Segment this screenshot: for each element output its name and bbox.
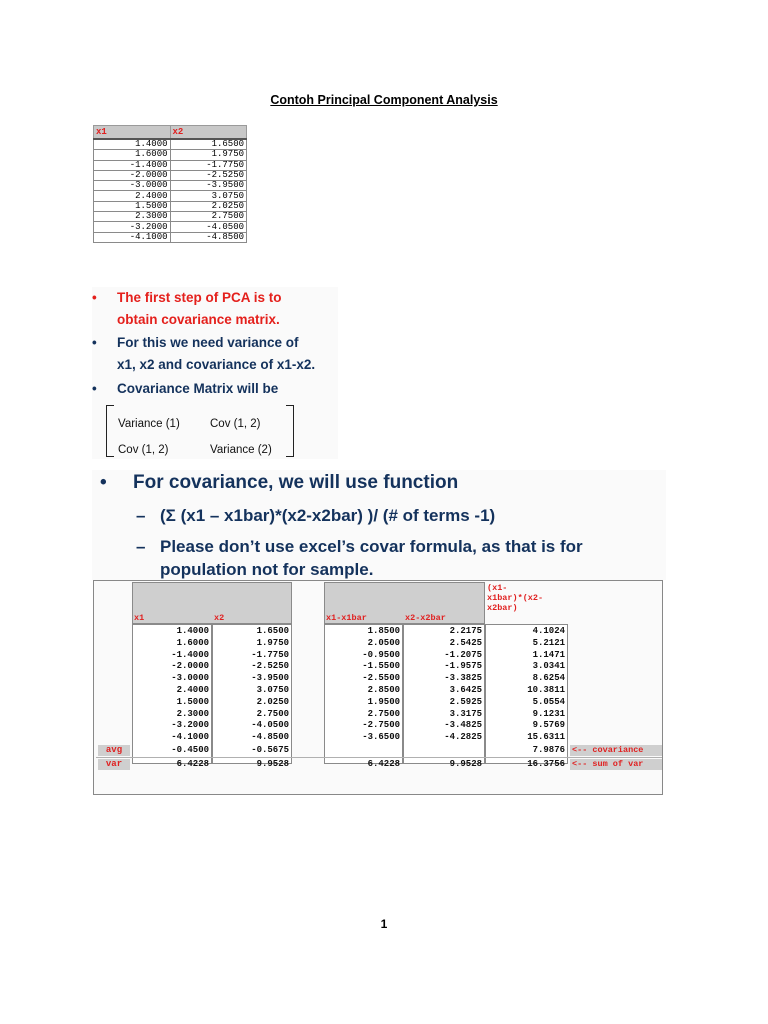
table-cell: -0.9500 [362, 649, 400, 660]
var-d1: 6.4228 [367, 759, 400, 769]
cell-x2: 2.7500 [170, 212, 247, 222]
table-cell: 1.4000 [176, 626, 209, 636]
table-cell: 1.9500 [367, 696, 400, 707]
table-row [94, 232, 247, 242]
cell-x1: -2.0000 [94, 170, 171, 180]
table-cell: 2.4000 [176, 685, 209, 695]
bullet-line: Covariance Matrix will be [117, 381, 279, 396]
table-cell: -2.0000 [171, 661, 209, 672]
formula-text: (Σ (x1 – x1bar)*(x2-x2bar) )/ (# of terms -1) [160, 506, 496, 525]
row-divider [96, 757, 662, 758]
column-header: x2-x2bar [405, 613, 446, 623]
column-header-x1: x1 [94, 126, 171, 140]
table-header-row [94, 126, 247, 140]
sum-of-var-note: <-- sum of var [570, 759, 662, 770]
avg-covariance: 7.9876 [532, 745, 565, 755]
table-row [94, 150, 247, 160]
table-cell: 4.1024 [532, 626, 565, 636]
covariance-matrix [106, 403, 294, 459]
covariance-note: <-- covariance [570, 745, 662, 756]
table-cell: -3.9500 [251, 673, 289, 684]
table-cell: -2.5250 [251, 661, 289, 672]
column-header-product: (x1- x1bar)*(x2- x2bar) [487, 583, 544, 613]
bullet-line: obtain covariance matrix. [117, 312, 280, 327]
left-bracket [106, 405, 114, 457]
cell-x1: 1.4000 [94, 139, 171, 150]
cell-x2: -4.8500 [170, 232, 247, 242]
cell-x1: 2.4000 [94, 191, 171, 201]
bullet-line: x1, x2 and covariance of x1-x2. [117, 357, 316, 372]
column-header: x1-x1bar [326, 613, 367, 623]
table-cell: -4.1000 [171, 732, 209, 743]
bullet-covariance-function: For covariance, we will use function [133, 472, 459, 493]
table-cell: -3.2000 [171, 720, 209, 731]
table-cell: 1.1471 [532, 649, 565, 660]
table-cell: -4.0500 [251, 720, 289, 731]
var-d2: 9.9528 [449, 759, 482, 769]
table-cell: 1.8500 [367, 626, 400, 636]
table-cell: 9.1231 [532, 708, 565, 719]
row-label-avg: avg [98, 745, 130, 756]
table-cell: -2.5500 [362, 673, 400, 684]
covariance-formula-slide [92, 470, 666, 580]
table-row [94, 170, 247, 180]
table-row [94, 181, 247, 191]
page-number: 1 [380, 917, 388, 931]
table-cell: 3.0341 [532, 661, 565, 672]
sum-of-var: 16.3756 [527, 759, 565, 769]
matrix-cell: Variance (2) [210, 444, 272, 456]
var-x2: 9.9528 [256, 759, 289, 769]
data-table-x1-x2 [93, 125, 247, 243]
table-cell: -3.0000 [171, 673, 209, 684]
note-line-1: Please don’t use excel’s covar formula, as that is for [160, 537, 583, 556]
table-cell: 3.0750 [256, 685, 289, 695]
table-cell: -1.9575 [444, 661, 482, 672]
table-cell: 3.3175 [449, 708, 482, 719]
bullet-line: For this we need variance of [117, 335, 299, 350]
cell-x1: -1.4000 [94, 160, 171, 170]
table-cell: 10.3811 [527, 685, 565, 695]
table-cell: -3.3825 [444, 673, 482, 684]
table-cell: 2.7500 [256, 708, 289, 719]
table-cell: 2.7500 [367, 708, 400, 719]
var-x1: 6.4228 [176, 759, 209, 769]
cell-x1: 1.6000 [94, 150, 171, 160]
cell-x2: -2.5250 [170, 170, 247, 180]
table-cell: 1.5000 [176, 696, 209, 707]
table-row [94, 160, 247, 170]
cell-x1: -3.2000 [94, 222, 171, 232]
dash: – [136, 506, 146, 525]
column-header: x2 [214, 613, 225, 623]
table-cell: -4.8500 [251, 732, 289, 743]
table-cell: -2.7500 [362, 720, 400, 731]
table-cell: 2.0250 [256, 696, 289, 707]
cell-x2: 2.0250 [170, 201, 247, 211]
column-header: x1 [134, 613, 145, 623]
matrix-cell: Cov (1, 2) [118, 444, 169, 456]
table-cell: 8.6254 [532, 673, 565, 684]
table-cell: -4.2825 [444, 732, 482, 743]
table-cell: -1.2075 [444, 649, 482, 660]
cell-x2: -3.9500 [170, 181, 247, 191]
table-cell: 2.5925 [449, 696, 482, 707]
table-cell: 2.8500 [367, 685, 400, 695]
table-row [94, 139, 247, 150]
cell-x1: -3.0000 [94, 181, 171, 191]
row-label-var: var [98, 759, 130, 770]
dash: – [136, 537, 146, 556]
cell-x1: 1.5000 [94, 201, 171, 211]
column-header-x2: x2 [170, 126, 247, 140]
table-cell: 15.6311 [527, 732, 565, 743]
table-cell: 1.6500 [256, 626, 289, 636]
note-line-2: population not for sample. [160, 560, 374, 579]
table-cell: 9.5769 [532, 720, 565, 731]
covariance-calculation-table [93, 580, 663, 795]
cell-x1: 2.3000 [94, 212, 171, 222]
cell-x1: -4.1000 [94, 232, 171, 242]
cell-x2: -1.7750 [170, 160, 247, 170]
table-cell: -3.4825 [444, 720, 482, 731]
table-cell: -1.4000 [171, 649, 209, 660]
table-row [94, 191, 247, 201]
right-bracket [286, 405, 294, 457]
table-cell: 5.2121 [532, 637, 565, 648]
cell-x2: 3.0750 [170, 191, 247, 201]
table-row [94, 201, 247, 211]
cell-x2: 1.6500 [170, 139, 247, 150]
table-cell: 3.6425 [449, 685, 482, 695]
cell-x2: 1.9750 [170, 150, 247, 160]
table-cell: 1.6000 [176, 637, 209, 648]
avg-x2: -0.5675 [251, 745, 289, 755]
table-cell: 2.2175 [449, 626, 482, 636]
matrix-cell: Cov (1, 2) [210, 418, 261, 430]
avg-x1: -0.4500 [171, 745, 209, 755]
cell-x2: -4.0500 [170, 222, 247, 232]
table-cell: -1.5500 [362, 661, 400, 672]
bullet-line: The first step of PCA is to [117, 290, 282, 305]
bullet-dot: • [100, 472, 107, 493]
pca-steps-slide: • The first step of PCA is to obtain covariance matrix. • For this we need variance of x1, x2 and covariance of x1-x2. • Covariance Matrix will be Variance (1) Cov (1, 2) Cov (1, 2) Variance (2) [92, 287, 338, 459]
table-cell: 2.0500 [367, 637, 400, 648]
matrix-cell: Variance (1) [118, 418, 180, 430]
table-cell: 5.0554 [532, 696, 565, 707]
table-cell: 2.3000 [176, 708, 209, 719]
table-row [94, 212, 247, 222]
table-cell: -3.6500 [362, 732, 400, 743]
table-cell: 2.5425 [449, 637, 482, 648]
table-cell: -1.7750 [251, 649, 289, 660]
table-row [94, 222, 247, 232]
page-title: Contoh Principal Component Analysis [270, 93, 498, 107]
table-cell: 1.9750 [256, 637, 289, 648]
